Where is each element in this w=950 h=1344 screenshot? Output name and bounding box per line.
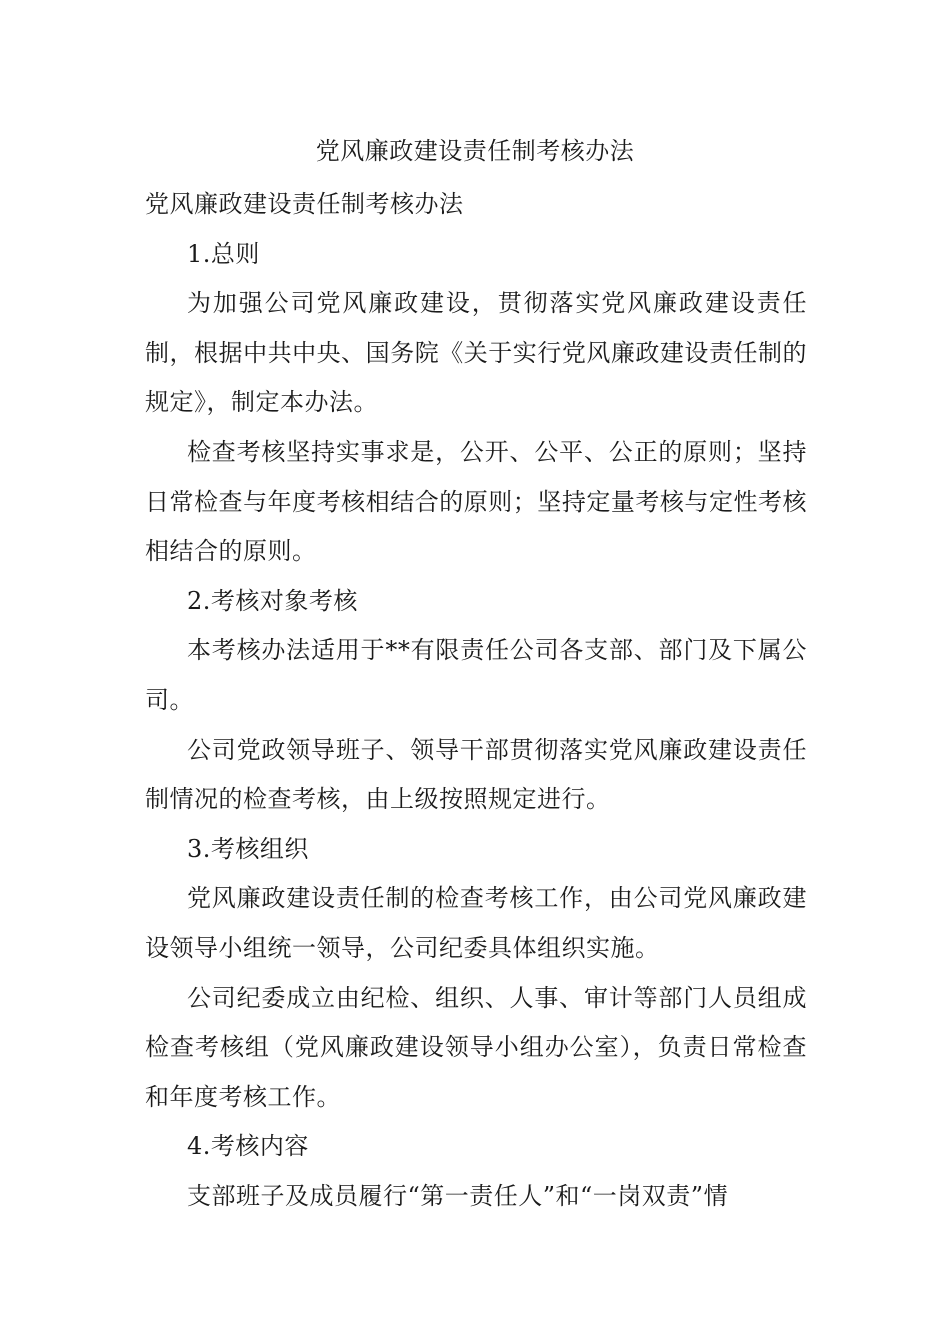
document-body — [145, 180, 807, 1221]
paragraph-review-team: 公司纪委成立由纪检、组织、人事、审计等部门人员组成检查考核组（党风廉政建设领导小组办公室），负责日常检查和年度考核工作。 — [145, 983, 807, 1111]
section-heading-targets: 2.考核对象考核 — [187, 586, 358, 615]
paragraph-scope: 本考核办法适用于**有限责任公司各支部、部门及下属公司。 — [145, 636, 807, 714]
paragraph-principles: 检查考核坚持实事求是，公开、公平、公正的原则；坚持日常检查与年度考核相结合的原则；坚持定量考核与定性考核相结合的原则。 — [145, 437, 807, 566]
paragraph-content-start: 支部班子及成员履行“第一责任人”和“一岗双责”情 — [187, 1181, 729, 1210]
paragraph-leadership-review: 公司党政领导班子、领导干部贯彻落实党风廉政建设责任制情况的检查考核，由上级按照规定进行。 — [145, 735, 807, 814]
document-title: 党风廉政建设责任制考核办法 — [315, 137, 635, 165]
section-heading-content: 4.考核内容 — [187, 1132, 309, 1161]
paragraph-organization-lead: 党风廉政建设责任制的检查考核工作，由公司党风廉政建设领导小组统一领导，公司纪委具体组织实施。 — [145, 884, 807, 962]
section-heading-organization: 3.考核组织 — [187, 834, 309, 863]
paragraph-purpose: 为加强公司党风廉政建设，贯彻落实党风廉政建设责任制，根据中共中央、国务院《关于实行党风廉政建设责任制的规定》，制定本办法。 — [145, 289, 807, 417]
document-subtitle: 党风廉政建设责任制考核办法 — [145, 190, 464, 218]
section-heading-general: 1.总则 — [187, 239, 260, 268]
